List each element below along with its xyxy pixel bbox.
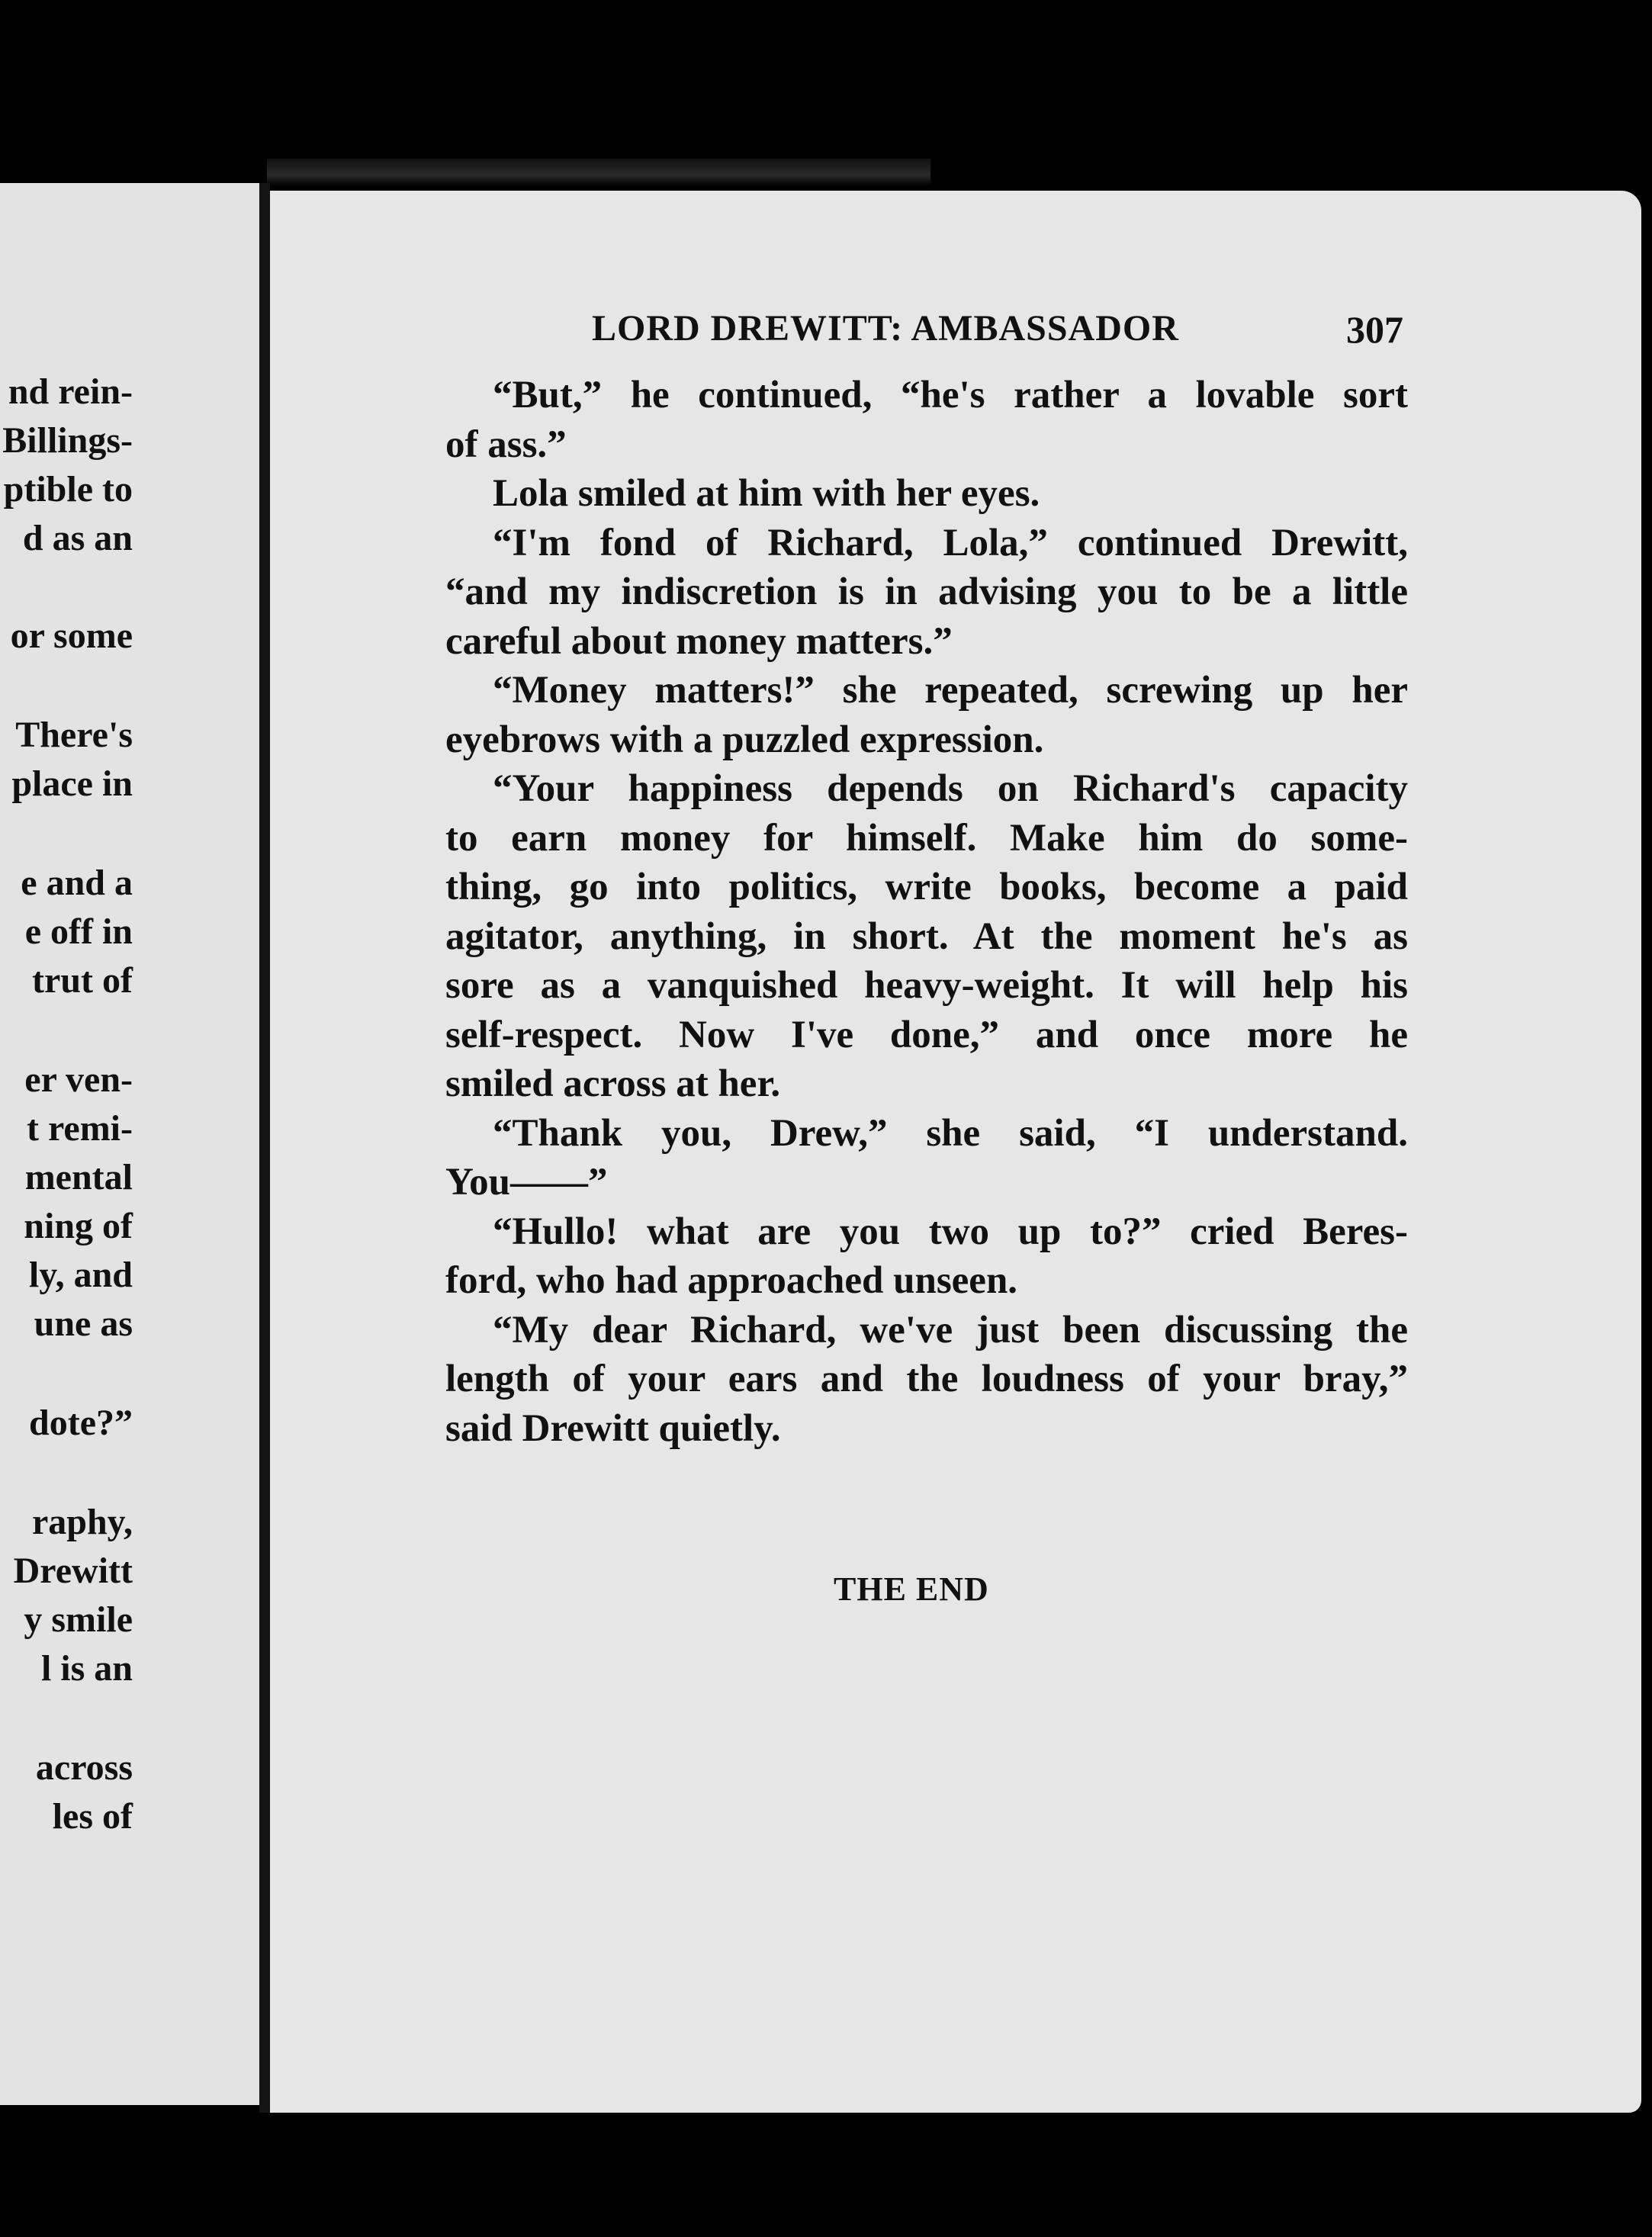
previous-page-line: nd rein- bbox=[8, 371, 133, 412]
previous-page-fragment bbox=[0, 183, 268, 2105]
text-line: thing, go into politics, write books, become a paid bbox=[445, 866, 1408, 908]
text-line: You——” bbox=[445, 1161, 608, 1204]
previous-page-line: place in bbox=[11, 763, 133, 804]
previous-page-line: une as bbox=[34, 1303, 133, 1344]
previous-page-line: trut of bbox=[32, 960, 133, 1001]
previous-page-line: y smile bbox=[24, 1599, 133, 1640]
text-line: “My dear Richard, we've just been discussing the bbox=[493, 1308, 1408, 1352]
text-line: “Hullo! what are you two up to?” cried Beres- bbox=[493, 1210, 1408, 1253]
text-line: careful about money matters.” bbox=[445, 619, 953, 663]
text-line: length of your ears and the loudness of your bray,” bbox=[445, 1358, 1408, 1400]
text-line: of ass.” bbox=[445, 423, 567, 466]
previous-page-line: across bbox=[35, 1747, 133, 1788]
book-gutter bbox=[259, 183, 270, 2113]
text-line: self-respect. Now I've done,” and once more he bbox=[445, 1013, 1408, 1056]
body-text bbox=[445, 371, 1408, 1453]
previous-page-line: e and a bbox=[21, 863, 133, 903]
previous-page-line: or some bbox=[10, 615, 133, 656]
previous-page-line: raphy, bbox=[31, 1502, 133, 1542]
page-number: 307 bbox=[1346, 308, 1403, 351]
text-line: smiled across at her. bbox=[445, 1062, 781, 1105]
text-line: “I'm fond of Richard, Lola,” continued Drewitt, bbox=[493, 521, 1408, 564]
the-end-heading: THE END bbox=[834, 1570, 989, 1608]
running-head: LORD DREWITT: AMBASSADOR bbox=[592, 308, 1179, 349]
text-line: Lola smiled at him with her eyes. bbox=[493, 472, 1040, 515]
previous-page-line: There's bbox=[15, 715, 133, 755]
previous-page-line: ning of bbox=[24, 1206, 133, 1246]
previous-page-line: Drewitt bbox=[13, 1551, 133, 1591]
previous-page-line: er ven- bbox=[24, 1059, 133, 1100]
previous-page-line: t remi- bbox=[26, 1108, 133, 1149]
text-line: ford, who had approached unseen. bbox=[445, 1259, 1018, 1302]
text-line: agitator, anything, in short. At the moment he's as bbox=[445, 914, 1408, 958]
page-top-shadow bbox=[267, 159, 930, 186]
text-line: sore as a vanquished heavy-weight. It will help his bbox=[445, 964, 1408, 1007]
text-line: eyebrows with a puzzled expression. bbox=[445, 718, 1044, 761]
text-line: “Thank you, Drew,” she said, “I understand. bbox=[493, 1111, 1408, 1155]
text-line: to earn money for himself. Make him do some- bbox=[445, 816, 1408, 860]
previous-page-line: l is an bbox=[40, 1648, 133, 1689]
previous-page-line: mental bbox=[24, 1157, 133, 1197]
previous-page-line: dote?” bbox=[29, 1403, 133, 1443]
previous-page-line: ptible to bbox=[3, 469, 133, 509]
previous-page-line: ly, and bbox=[28, 1255, 133, 1295]
text-line: said Drewitt quietly. bbox=[445, 1406, 781, 1450]
previous-page-line: d as an bbox=[22, 518, 133, 558]
text-line: “But,” he continued, “he's rather a lovable sort bbox=[493, 374, 1408, 416]
text-line: “and my indiscretion is in advising you to be a little bbox=[445, 570, 1408, 613]
text-line: “Money matters!” she repeated, screwing up her bbox=[493, 669, 1408, 712]
previous-page-line: e off in bbox=[24, 911, 133, 952]
previous-page-line: Billings- bbox=[2, 420, 133, 461]
text-line: “Your happiness depends on Richard's capacity bbox=[493, 767, 1408, 810]
previous-page-line: les of bbox=[52, 1796, 133, 1837]
